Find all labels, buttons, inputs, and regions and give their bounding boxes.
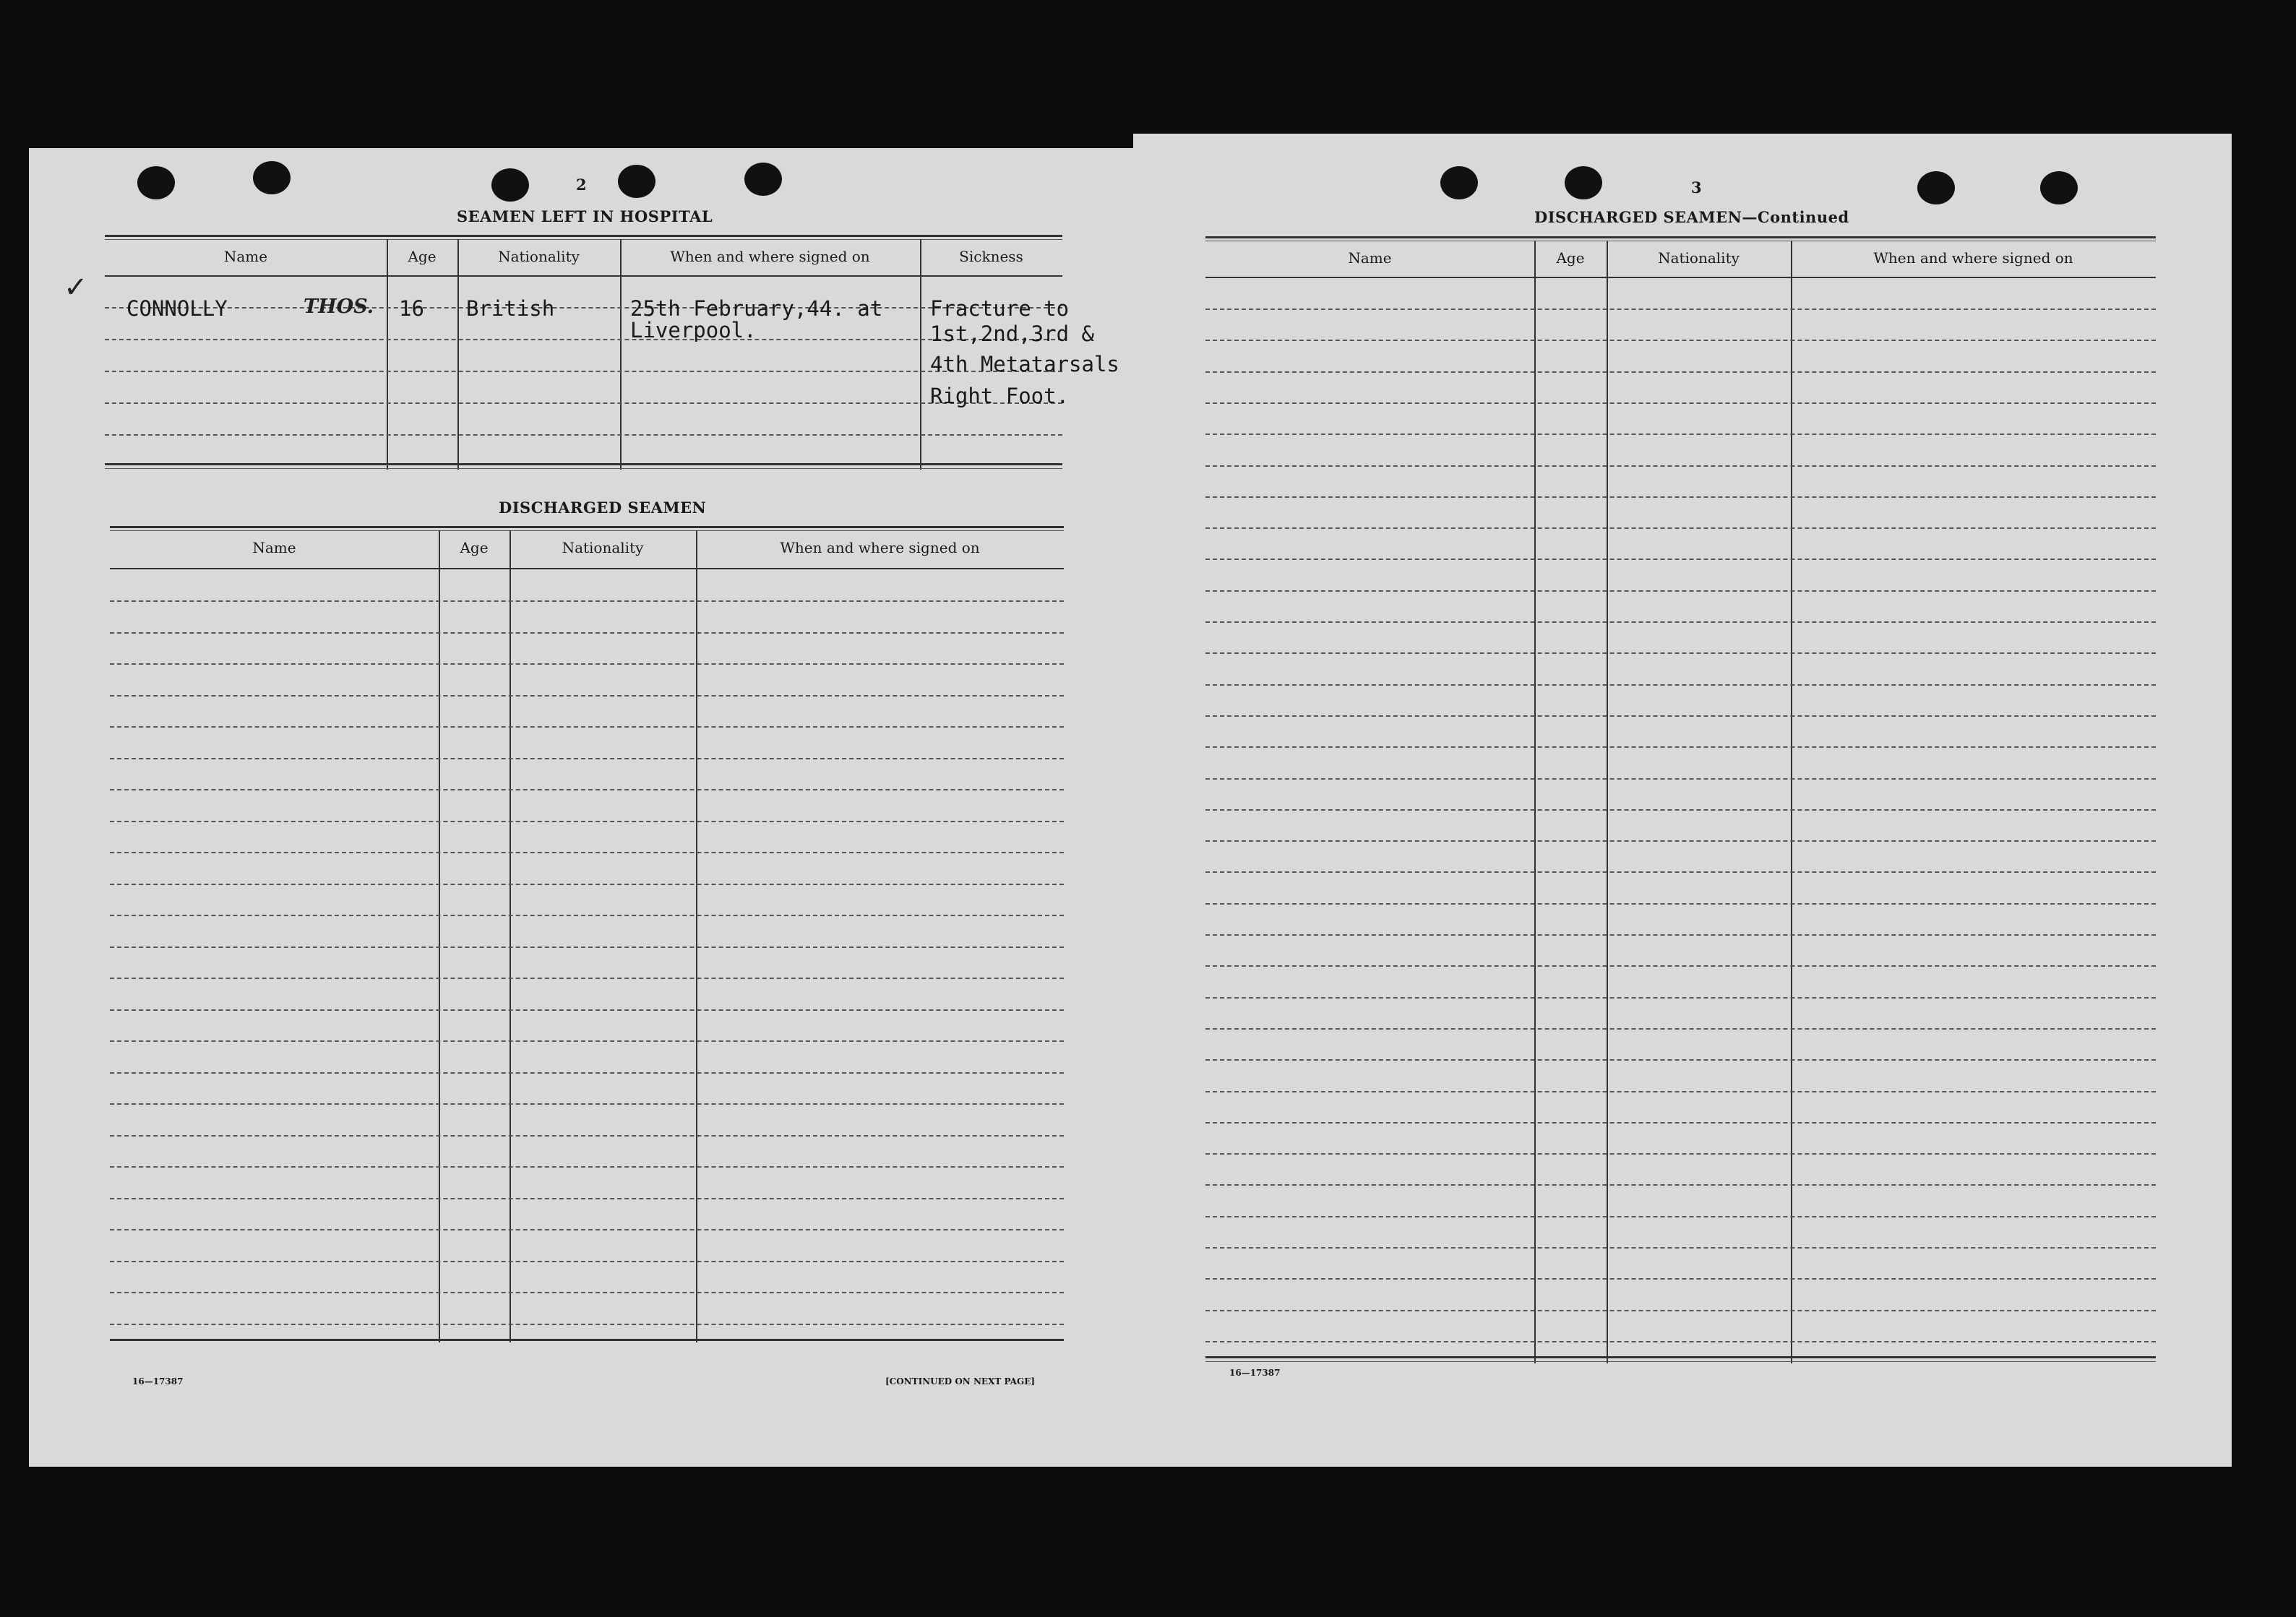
column-header-nationality: Nationality <box>1658 249 1740 267</box>
ruled-line <box>1205 997 2156 999</box>
ruled-line <box>1205 1059 2156 1061</box>
ruled-line <box>1205 871 2156 873</box>
ruled-line <box>1205 527 2156 529</box>
ruled-line <box>1205 840 2156 842</box>
column-header-age: Age <box>408 248 437 265</box>
ruled-line <box>110 915 1064 916</box>
punch-hole <box>618 165 655 198</box>
page-number: 3 <box>1691 178 1702 197</box>
column-header-signed-on: When and where signed on <box>670 248 870 265</box>
section-title-discharged: DISCHARGED SEAMEN <box>499 499 707 517</box>
ruled-line <box>110 1324 1064 1325</box>
seaman-given-name: THOS. <box>304 296 374 318</box>
column-header-signed-on: When and where signed on <box>780 539 980 556</box>
punch-hole <box>744 163 782 196</box>
column-header-nationality: Nationality <box>498 248 580 265</box>
ruled-line <box>110 600 1064 602</box>
ruled-line <box>1205 778 2156 780</box>
ruled-line <box>1205 340 2156 341</box>
punch-hole <box>253 161 291 194</box>
ruled-line <box>110 884 1064 885</box>
form-number: 16—17387 <box>1229 1368 1281 1378</box>
signed-on-line-2: Liverpool. <box>630 318 757 342</box>
column-header-name: Name <box>252 539 296 556</box>
ruled-line <box>110 632 1064 634</box>
ruled-line <box>1205 652 2156 654</box>
ruled-line <box>110 1261 1064 1262</box>
ruled-line <box>110 1166 1064 1168</box>
ruled-line <box>1205 309 2156 310</box>
ruled-line <box>110 1072 1064 1074</box>
punch-hole <box>491 168 529 202</box>
right-page <box>1133 134 2232 1467</box>
section-title-text: DISCHARGED SEAMEN <box>1534 208 1742 226</box>
ruled-line <box>1205 934 2156 936</box>
ruled-line <box>110 663 1064 665</box>
ruled-line <box>110 1135 1064 1137</box>
ruled-line <box>110 1040 1064 1042</box>
ruled-line <box>1205 1091 2156 1092</box>
ruled-line <box>1205 1216 2156 1217</box>
ruled-line <box>1205 1028 2156 1030</box>
column-header-name: Name <box>1348 249 1392 267</box>
ruled-line <box>110 978 1064 979</box>
section-title-suffix: —Continued <box>1742 208 1849 226</box>
ruled-line <box>110 695 1064 697</box>
ruled-line <box>1205 965 2156 967</box>
seaman-nationality: British <box>466 296 555 321</box>
column-header-nationality: Nationality <box>562 539 644 556</box>
ruled-line <box>110 789 1064 790</box>
ruled-line <box>110 758 1064 759</box>
seaman-surname: CONNOLLY <box>126 296 228 321</box>
punch-hole <box>1440 166 1478 199</box>
seaman-age: 16 <box>399 296 424 321</box>
ruled-line <box>1205 1310 2156 1311</box>
section-title-hospital: SEAMEN LEFT IN HOSPITAL <box>457 207 713 225</box>
form-number: 16—17387 <box>132 1376 184 1387</box>
ruled-line <box>1205 1247 2156 1249</box>
ruled-line <box>1205 434 2156 435</box>
ruled-line <box>1205 1278 2156 1280</box>
ruled-line <box>110 1198 1064 1199</box>
column-header-name: Name <box>223 248 268 265</box>
ruled-line <box>110 1103 1064 1105</box>
ruled-line <box>1205 559 2156 560</box>
ruled-line <box>1205 1153 2156 1155</box>
punch-hole <box>137 166 175 199</box>
ruled-line <box>1205 621 2156 623</box>
hospital-table <box>105 235 1062 470</box>
ruled-line <box>1205 903 2156 905</box>
ruled-line <box>1205 809 2156 811</box>
page-number: 2 <box>576 176 587 194</box>
ruled-line <box>1205 1184 2156 1186</box>
ruled-line <box>1205 684 2156 686</box>
ruled-line <box>1205 371 2156 373</box>
punch-hole <box>2040 171 2078 204</box>
sickness-line-1: Fracture to <box>930 296 1070 321</box>
sickness-line-2: 1st,2nd,3rd & <box>930 322 1094 346</box>
column-header-age: Age <box>460 539 489 556</box>
ruled-line <box>110 947 1064 948</box>
ruled-line <box>1205 1122 2156 1124</box>
left-page <box>29 148 1135 1467</box>
signed-on-line-1: 25th February,44. at <box>630 296 883 321</box>
column-header-signed-on: When and where signed on <box>1873 249 2073 267</box>
ruled-line <box>110 726 1064 728</box>
ruled-line <box>110 821 1064 822</box>
section-title-discharged-continued <box>1534 208 1849 226</box>
sickness-line-3: 4th Metatarsals <box>930 352 1119 376</box>
column-header-sickness: Sickness <box>959 248 1023 265</box>
punch-hole <box>1565 166 1602 199</box>
ruled-line <box>1205 496 2156 498</box>
ruled-line <box>1205 746 2156 748</box>
ruled-line <box>110 1009 1064 1011</box>
ruled-line <box>1205 590 2156 592</box>
ruled-line <box>110 1292 1064 1293</box>
ruled-line <box>1205 465 2156 467</box>
ruled-line <box>1205 715 2156 717</box>
discharged-table <box>110 526 1064 1342</box>
sickness-line-4: Right Foot. <box>930 384 1070 408</box>
ruled-line <box>110 852 1064 853</box>
ruled-line <box>110 1229 1064 1230</box>
punch-hole <box>1917 171 1955 204</box>
continued-note: [CONTINUED ON NEXT PAGE] <box>885 1376 1036 1387</box>
column-header-age: Age <box>1556 249 1585 267</box>
check-mark-icon: ✓ <box>64 271 88 304</box>
discharged-continued-table <box>1205 236 2156 1363</box>
ruled-line <box>1205 1341 2156 1342</box>
ruled-line <box>1205 402 2156 404</box>
